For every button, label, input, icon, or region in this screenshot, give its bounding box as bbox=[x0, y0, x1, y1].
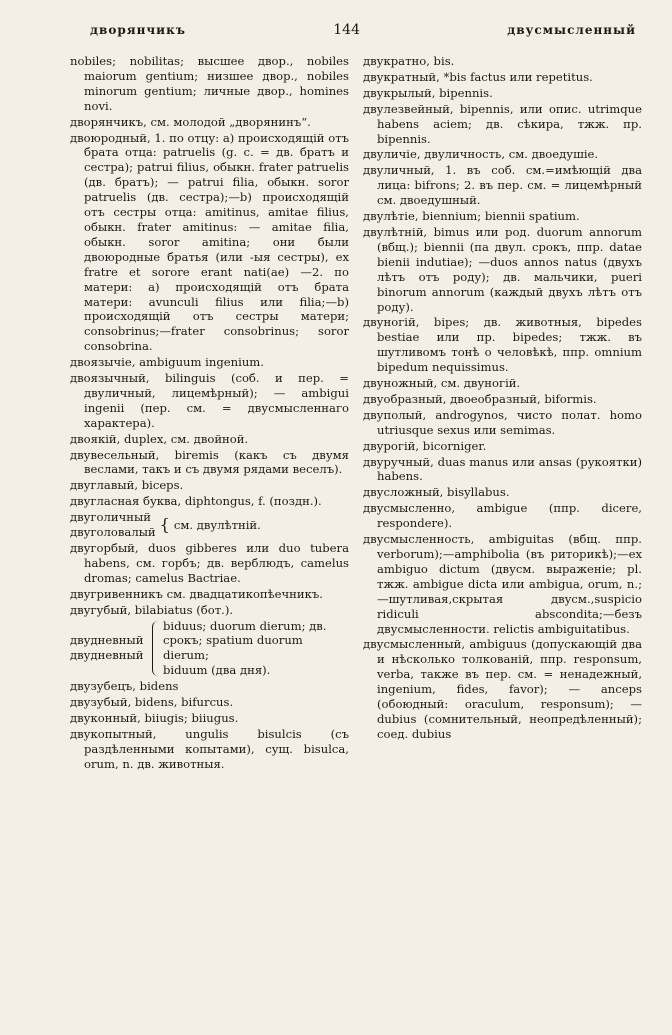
dictionary-entry: двугривенникъ см. двадцатикопѣечникъ. bbox=[70, 586, 323, 601]
dictionary-entry: двугубый, bilabiatus (бот.). bbox=[70, 602, 234, 617]
dictionary-entry: двузубый, bidens, bifurcus. bbox=[70, 695, 234, 710]
dictionary-entry: двулѣтіе, biennium; biennii spatium. bbox=[363, 209, 580, 224]
dictionary-entry: двоязычный, bilinguis (соб. и пер. = двуличный, лицемѣрный); — ambigui ingenii (пер. см. = двусмысленнаго характера). bbox=[70, 371, 349, 430]
dictionary-entry: двуглавый, biceps. bbox=[70, 478, 184, 493]
dictionary-entry: двуногій, bipes; дв. животныя, bipedes bestiae или пр. bipedes; тжж. въ шутливомъ тонѣ о человѣкѣ, ппр. omnium bipedum nequissimus. bbox=[363, 315, 642, 375]
brace-text: biduus; duorum dierum; дв. срокъ; spatium duorum dierum; bbox=[163, 618, 327, 663]
dictionary-entry: двуполый, androgynos, чисто полат. homo utriusque sexus или semimas. bbox=[363, 407, 642, 437]
brace-headword: двуголовалый bbox=[70, 525, 156, 540]
page-header bbox=[70, 22, 642, 44]
dictionary-entry: двоякій, duplex, см. двойной. bbox=[70, 431, 249, 446]
dictionary-entry: двукратно, bis. bbox=[363, 54, 455, 68]
dictionary-entry: двуножный, см. двуногій. bbox=[363, 376, 521, 391]
dictionary-entry: двусмысленность, ambiguitas (вбщ. ппр. verborum);—amphibolia (въ риторикѣ);—ex ambiguo dictum (двусм. выраженіе; pl. тжж. ambigue dicta или ambigua, orum, n.;—шутливая,скрытая двусм.,suspicio ridiculi abscondita;—безъ двусмысленности. relictis ambiguitatibus. bbox=[363, 532, 642, 636]
brace-text: biduum (два дня). bbox=[163, 663, 271, 678]
dictionary-entry: двусложный, bisyllabus. bbox=[363, 485, 510, 500]
dictionary-entry: двулѣтній, bimus или род. duorum annorum (вбщ.); biennii (па двул. срокъ, ппр. datae bienii indutiae); —duos annos natus (двухъ лѣтъ отъ роду); дв. мальчики, pueri binorum annorum (каждый двухъ лѣтъ отъ роду). bbox=[363, 224, 642, 314]
dictionary-entry: двуличіе, двуличность, см. двоедушіе. bbox=[363, 147, 599, 162]
dictionary-entry: двугорбый, duos gibberes или duo tubera habens, см. горбъ; дв. верблюдъ, camelus dromas; camelus Bactriae. bbox=[70, 541, 349, 585]
dictionary-entry: двукратный, *bis factus или repetitus. bbox=[363, 69, 593, 84]
dictionary-entry: двузубецъ, bidens bbox=[70, 679, 179, 694]
dictionary-entry: двуручный, duas manus или ansas (рукоятки) habens. bbox=[363, 454, 642, 484]
brace-headword: двудневный bbox=[70, 633, 144, 648]
header-right-guideword: двусмысленный bbox=[507, 23, 636, 37]
dictionary-entry: двувесельный, biremis (какъ съ двумя веслами, такъ и съ двумя рядами веселъ). bbox=[70, 447, 349, 477]
brace-headword: двудневный bbox=[70, 648, 144, 663]
dictionary-entry: двусмысленно, ambigue (ппр. dicere, respondere). bbox=[363, 501, 642, 531]
dictionary-entry: nobiles; nobilitas; высшее двор., nobiles maiorum gentium; низшее двор., nobiles minorum gentium; личные двор., homines novi. bbox=[70, 54, 349, 113]
brace-glyph: { bbox=[159, 514, 170, 534]
left-column bbox=[70, 54, 349, 773]
dictionary-entry: двуконный, biiugis; biiugus. bbox=[70, 710, 239, 725]
dictionary-entry: двоюродный, 1. по отцу: a) происходящій отъ брата отца: patruelis (g. c. = дв. братъ и сестра); patrui filius, обыкн. frater patruelis (дв. братъ); — patrui filia, обыкн. soror patruelis (дв. сестра);—b) происходящій отъ сестры отца: amitinus, amitae filius, обыкн. frater amitinus: — amitae filia, обыкн. soror amitina; они были двоюродные братья (или -ыя сестры), ex fratre et sorore erant nati(ae) —2. по матери: a) происходящій отъ брата матери: avunculi filius или filia;—b) происходящій отъ сестры матери; consobrinus;—frater consobrinus; soror consobrina. bbox=[70, 130, 349, 354]
dictionary-entry: двоязычіе, ambiguum ingenium. bbox=[70, 355, 264, 370]
header-left-guideword: дворянчикъ bbox=[90, 23, 186, 37]
brace-headword: двуголичный bbox=[70, 510, 151, 525]
dictionary-entry: двуобразный, двоеобразный, biformis. bbox=[363, 391, 597, 406]
page-number: 144 bbox=[333, 22, 360, 38]
dictionary-entry: двусмысленный, ambiguus (допускающій два и нѣсколько толкованій, ппр. responsum, verba, также въ пер. см. = ненадежный, ingenium, fides, favor); — anceps (обоюдный: oraculum, responsum); — dubius (сомнительный, неопредѣленный); соед. dubius bbox=[363, 637, 642, 741]
entry-brace-large bbox=[70, 619, 349, 679]
dictionary-entry: двугласная буква, diphtongus, f. (поздн.). bbox=[70, 494, 322, 509]
dictionary-entry: двуличный, 1. въ соб. см.=имѣющій два лица: bifrons; 2. въ пер. см. = лицемѣрный см. двоедушный. bbox=[363, 163, 642, 208]
dictionary-entry: дворянчикъ, см. молодой „дворянинъ“. bbox=[70, 114, 311, 129]
brace-glyph bbox=[152, 621, 159, 677]
text-columns bbox=[70, 54, 642, 773]
brace-text: см. двулѣтній. bbox=[173, 517, 261, 532]
dictionary-entry: двулезвейный, bipennis, или опис. utrimque habens aciem; дв. сѣкира, тжж. пр. bipennis. bbox=[363, 101, 642, 146]
right-column bbox=[363, 54, 642, 773]
entry-brace-small bbox=[70, 510, 349, 540]
dictionary-entry: двукопытный, ungulis bisulcis (съ раздѣленными копытами), сущ. bisulca, orum, n. дв. животныя. bbox=[70, 726, 349, 771]
dictionary-entry: двукрылый, bipennis. bbox=[363, 85, 493, 100]
dictionary-entry: двурогій, bicorniger. bbox=[363, 438, 487, 453]
